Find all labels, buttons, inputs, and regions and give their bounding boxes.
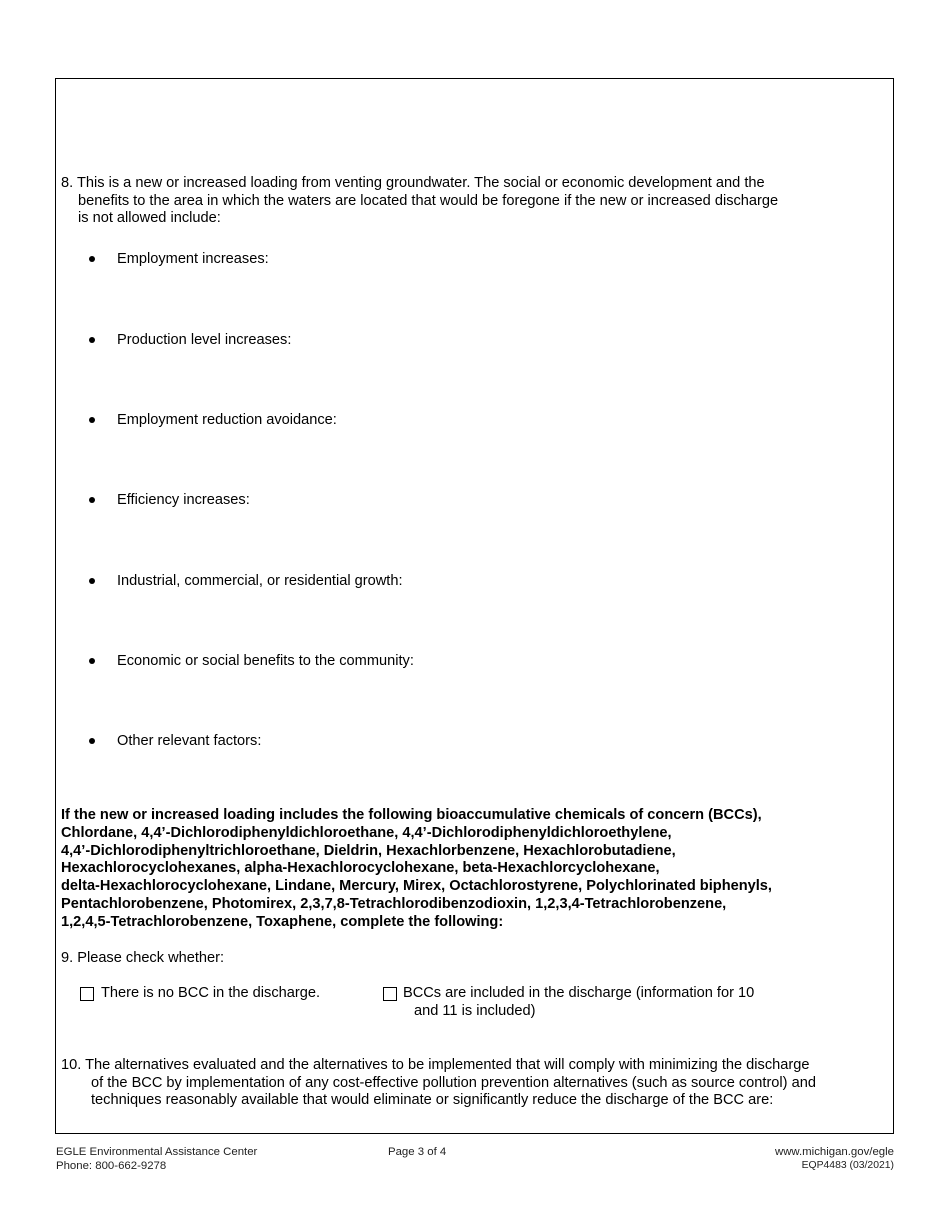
- question-8-line-2: benefits to the area in which the waters are located that would be foregone if the new or increased discharge: [78, 192, 779, 209]
- footer-phone: Phone: 800-662-9278: [56, 1160, 167, 1172]
- bcc-included-checkbox[interactable]: [383, 987, 397, 1001]
- bullet-icon: [89, 256, 95, 262]
- bullet-growth: Industrial, commercial, or residential growth:: [117, 573, 403, 589]
- bcc-included-label-line-2: and 11 is included): [414, 1002, 536, 1019]
- question-10: [61, 1057, 816, 1110]
- bcc-notice-line: If the new or increased loading includes the following bioaccumulative chemicals of concern (BCCs),: [61, 807, 762, 823]
- bcc-notice-line: delta-Hexachlorocyclohexane, Lindane, Mercury, Mirex, Octachlorostyrene, Polychlorinated biphenyls,: [61, 878, 772, 895]
- form-frame: [55, 78, 894, 1134]
- bcc-notice-line: Pentachlorobenzene, Photomirex, 2,3,7,8-Tetrachlorodibenzodioxin, 1,2,3,4-Tetrachlorobenzene,: [61, 895, 727, 912]
- bullet-efficiency-increases: Efficiency increases:: [117, 492, 250, 508]
- bcc-notice-line: Hexachlorocyclohexanes, alpha-Hexachlorocyclohexane, beta-Hexachlorcyclohexane,: [61, 860, 660, 877]
- bullet-icon: [89, 337, 95, 343]
- bcc-notice: [61, 807, 772, 932]
- question-8: [61, 175, 778, 228]
- footer-url-link[interactable]: www.michigan.gov/egle: [774, 1146, 894, 1158]
- bullet-community-benefits: Economic or social benefits to the community:: [117, 653, 414, 669]
- footer-form-code: EQP4483 (03/2021): [801, 1160, 894, 1171]
- bcc-notice-line: 1,2,4,5-Tetrachlorobenzene, Toxaphene, complete the following:: [61, 913, 504, 930]
- question-8-line-3: is not allowed include:: [78, 210, 221, 227]
- bullet-icon: [89, 658, 95, 664]
- bullet-other-factors: Other relevant factors:: [117, 733, 262, 749]
- question-9-label: 9. Please check whether:: [61, 950, 225, 966]
- bcc-included-label-line-1: BCCs are included in the discharge (information for 10: [403, 985, 755, 1001]
- question-10-line-3: techniques reasonably available that would eliminate or significantly reduce the discharge of the BCC are:: [91, 1092, 774, 1109]
- bullet-employment-increases: Employment increases:: [117, 251, 269, 267]
- footer-right: [775, 1145, 894, 1173]
- question-8-line-1: 8. This is a new or increased loading from venting groundwater. The social or economic development and the: [61, 175, 765, 191]
- bcc-notice-line: Chlordane, 4,4’-Dichlorodiphenyldichloroethane, 4,4’-Dichlorodiphenyldichloroethylene,: [61, 824, 672, 841]
- question-10-line-1: 10. The alternatives evaluated and the alternatives to be implemented that will comply with minimizing the discharge: [61, 1057, 810, 1073]
- bullet-icon: [89, 497, 95, 503]
- no-bcc-label: There is no BCC in the discharge.: [101, 985, 321, 1001]
- bcc-notice-line: 4,4’-Dichlorodiphenyltrichloroethane, Dieldrin, Hexachlorbenzene, Hexachlorobutadiene,: [61, 842, 676, 859]
- footer-org: EGLE Environmental Assistance Center: [56, 1146, 258, 1158]
- bullet-production-level-increases: Production level increases:: [117, 332, 292, 348]
- bullet-employment-reduction-avoidance: Employment reduction avoidance:: [117, 412, 337, 428]
- no-bcc-checkbox[interactable]: [80, 987, 94, 1001]
- question-10-line-2: of the BCC by implementation of any cost-effective pollution prevention alternatives (such as source control) and: [91, 1074, 816, 1091]
- bullet-icon: [89, 417, 95, 423]
- bullet-icon: [89, 738, 95, 744]
- footer-left: [56, 1145, 257, 1173]
- footer-page-number: Page 3 of 4: [388, 1146, 447, 1158]
- bullet-icon: [89, 578, 95, 584]
- bcc-included-label: [403, 985, 754, 1020]
